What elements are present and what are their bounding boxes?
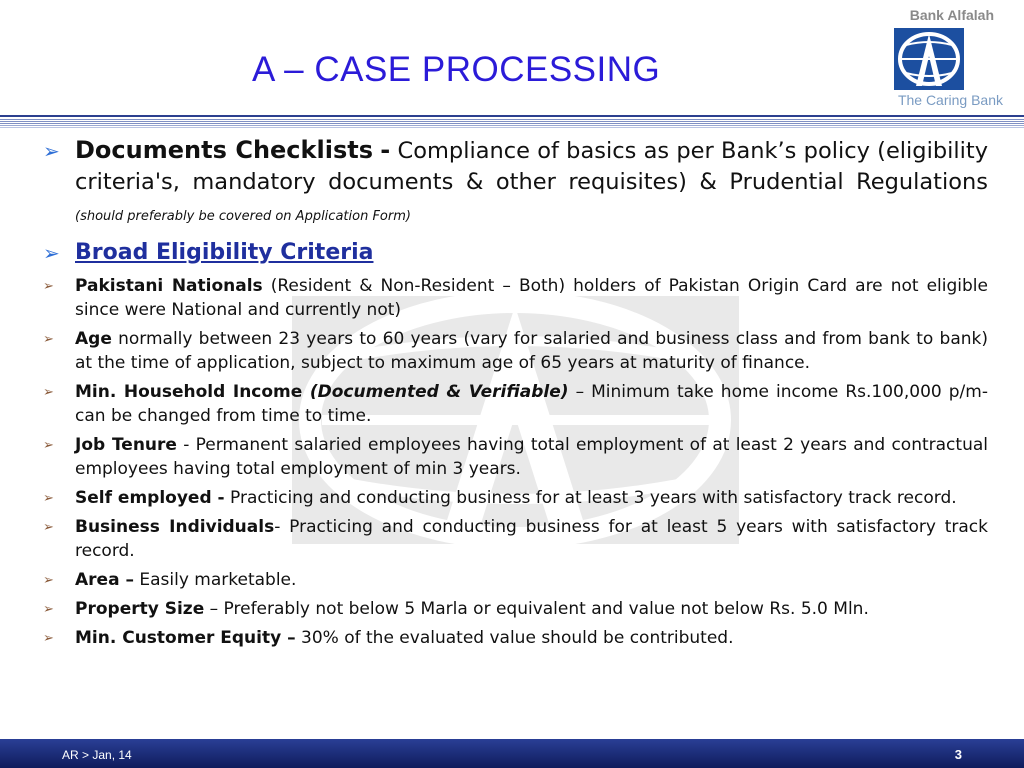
list-item	[40, 274, 988, 322]
footer-label: AR > Jan, 14	[62, 748, 132, 762]
criterion-term: Min. Household Income	[75, 382, 310, 402]
header-divider	[0, 115, 1024, 129]
page-number: 3	[954, 747, 962, 762]
list-item	[40, 327, 988, 375]
list-item	[40, 433, 988, 481]
bullet-arrow-icon: ➢	[43, 602, 54, 617]
brand-tagline: The Caring Bank	[897, 92, 1003, 108]
bullet-arrow-icon: ➢	[43, 491, 54, 506]
bullet-arrow-icon: ➢	[43, 573, 54, 588]
criterion-text: (Resident & Non-Resident – Both) holders of Pakistan Origin Card are not eligible since were National and currently not)	[75, 276, 988, 320]
bullet-arrow-icon: ➢	[43, 139, 60, 163]
slide-content	[40, 135, 988, 655]
section-heading-point	[40, 238, 988, 268]
brand-name: Bank Alfalah	[909, 7, 994, 23]
criterion-text: – Minimum take home income Rs.100,000 p/m- can be changed from time to time.	[75, 382, 988, 426]
criterion-term: Area –	[75, 570, 134, 590]
criterion-term: Min. Customer Equity –	[75, 628, 296, 648]
footer-bar	[0, 739, 1024, 768]
list-item	[40, 515, 988, 563]
criterion-text: Easily marketable.	[133, 570, 297, 590]
slide-title: A – CASE PROCESSING	[252, 50, 661, 89]
criterion-term: Pakistani Nationals	[75, 276, 263, 296]
bullet-arrow-icon: ➢	[43, 241, 60, 265]
criterion-text: - Practicing and conducting business for at least 5 years with satisfactory track record.	[75, 517, 988, 561]
criterion-text: 30% of the evaluated value should be contributed.	[295, 628, 734, 648]
criterion-qualifier: (Documented & Verifiable)	[309, 382, 569, 402]
documents-checklist-point	[40, 135, 988, 232]
section-heading: Broad Eligibility Criteria	[75, 240, 374, 265]
list-item	[40, 380, 988, 428]
criterion-term: Property Size	[75, 599, 205, 619]
criterion-text: - Permanent salaried employees having total employment of at least 2 years and contractual employees having total employment of min 3 years.	[75, 435, 988, 479]
criterion-text: – Preferably not below 5 Marla or equivalent and value not below Rs. 5.0 Mln.	[204, 599, 869, 619]
bullet-arrow-icon: ➢	[43, 385, 54, 400]
criterion-term: Self employed -	[75, 488, 225, 508]
bank-alfalah-logo-icon	[894, 28, 964, 90]
list-item	[40, 626, 988, 650]
list-item	[40, 597, 988, 621]
list-item	[40, 486, 988, 510]
criterion-term: Business Individuals	[75, 517, 275, 537]
criterion-text: Practicing and conducting business for at least 3 years with satisfactory track record.	[224, 488, 957, 508]
criterion-term: Job Tenure	[75, 435, 177, 455]
bullet-arrow-icon: ➢	[43, 520, 54, 535]
criterion-text: normally between 23 years to 60 years (vary for salaried and business class and from bank to bank) at the time of application, subject to maximum age of 65 years at maturity of finance.	[75, 329, 988, 373]
lead-dash: -	[380, 136, 391, 164]
bullet-arrow-icon: ➢	[43, 438, 54, 453]
criterion-term: Age	[75, 329, 112, 349]
bullet-arrow-icon: ➢	[43, 279, 54, 294]
lead-text: Compliance of basics as per Bank’s policy (eligibility criteria's, mandatory documents & other requisites) & Prudential Regulations	[75, 138, 989, 195]
bullet-arrow-icon: ➢	[43, 631, 54, 646]
lead-term: Documents Checklists	[75, 136, 373, 164]
bullet-arrow-icon: ➢	[43, 332, 54, 347]
list-item	[40, 568, 988, 592]
lead-note: (should preferably be covered on Application Form)	[75, 209, 411, 224]
